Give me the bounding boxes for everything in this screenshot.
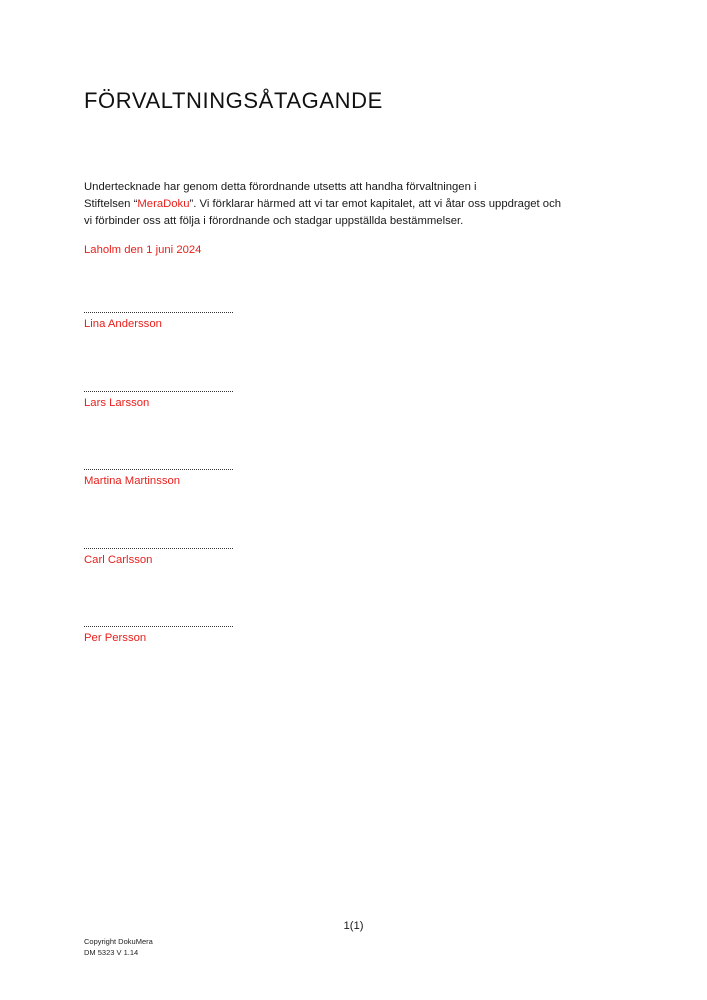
signature-line: [84, 626, 233, 627]
document-title: FÖRVALTNINGSÅTAGANDE: [84, 88, 383, 113]
signature-block: [84, 469, 284, 487]
signature-block: [84, 312, 284, 330]
body-line-3: vi förbinder oss att följa i förordnande och stadgar uppställda bestämmelser.: [84, 215, 464, 227]
footer-doc-id: DM 5323 V 1.14: [84, 948, 139, 957]
body-line-2-start: Stiftelsen “: [84, 198, 138, 210]
signature-line: [84, 312, 233, 313]
signature-line: [84, 391, 233, 392]
signature-block: [84, 626, 284, 644]
signature-line: [84, 469, 233, 470]
body-paragraph: [84, 179, 624, 230]
signature-block: [84, 391, 284, 409]
body-line-2-end: ”. Vi förklarar härmed att vi tar emot kapitalet, att vi åtar oss uppdraget och: [189, 198, 562, 210]
footer-copyright: Copyright DokuMera: [84, 937, 153, 946]
signatory-name: Lina Andersson: [84, 318, 162, 330]
foundation-name: MeraDoku: [137, 198, 190, 210]
signatory-name: Lars Larsson: [84, 397, 150, 409]
signatory-name: Per Persson: [84, 632, 147, 644]
signature-line: [84, 548, 233, 549]
signatory-name: Martina Martinsson: [84, 475, 181, 487]
footer: [84, 936, 153, 958]
page-number: 1(1): [343, 920, 364, 932]
body-line-1: Undertecknade har genom detta förordnande utsetts att handha förvaltningen i: [84, 181, 477, 193]
signatory-name: Carl Carlsson: [84, 554, 153, 566]
place-and-date: Laholm den 1 juni 2024: [84, 244, 202, 256]
signature-block: [84, 548, 284, 566]
body-line-2: [84, 196, 624, 213]
